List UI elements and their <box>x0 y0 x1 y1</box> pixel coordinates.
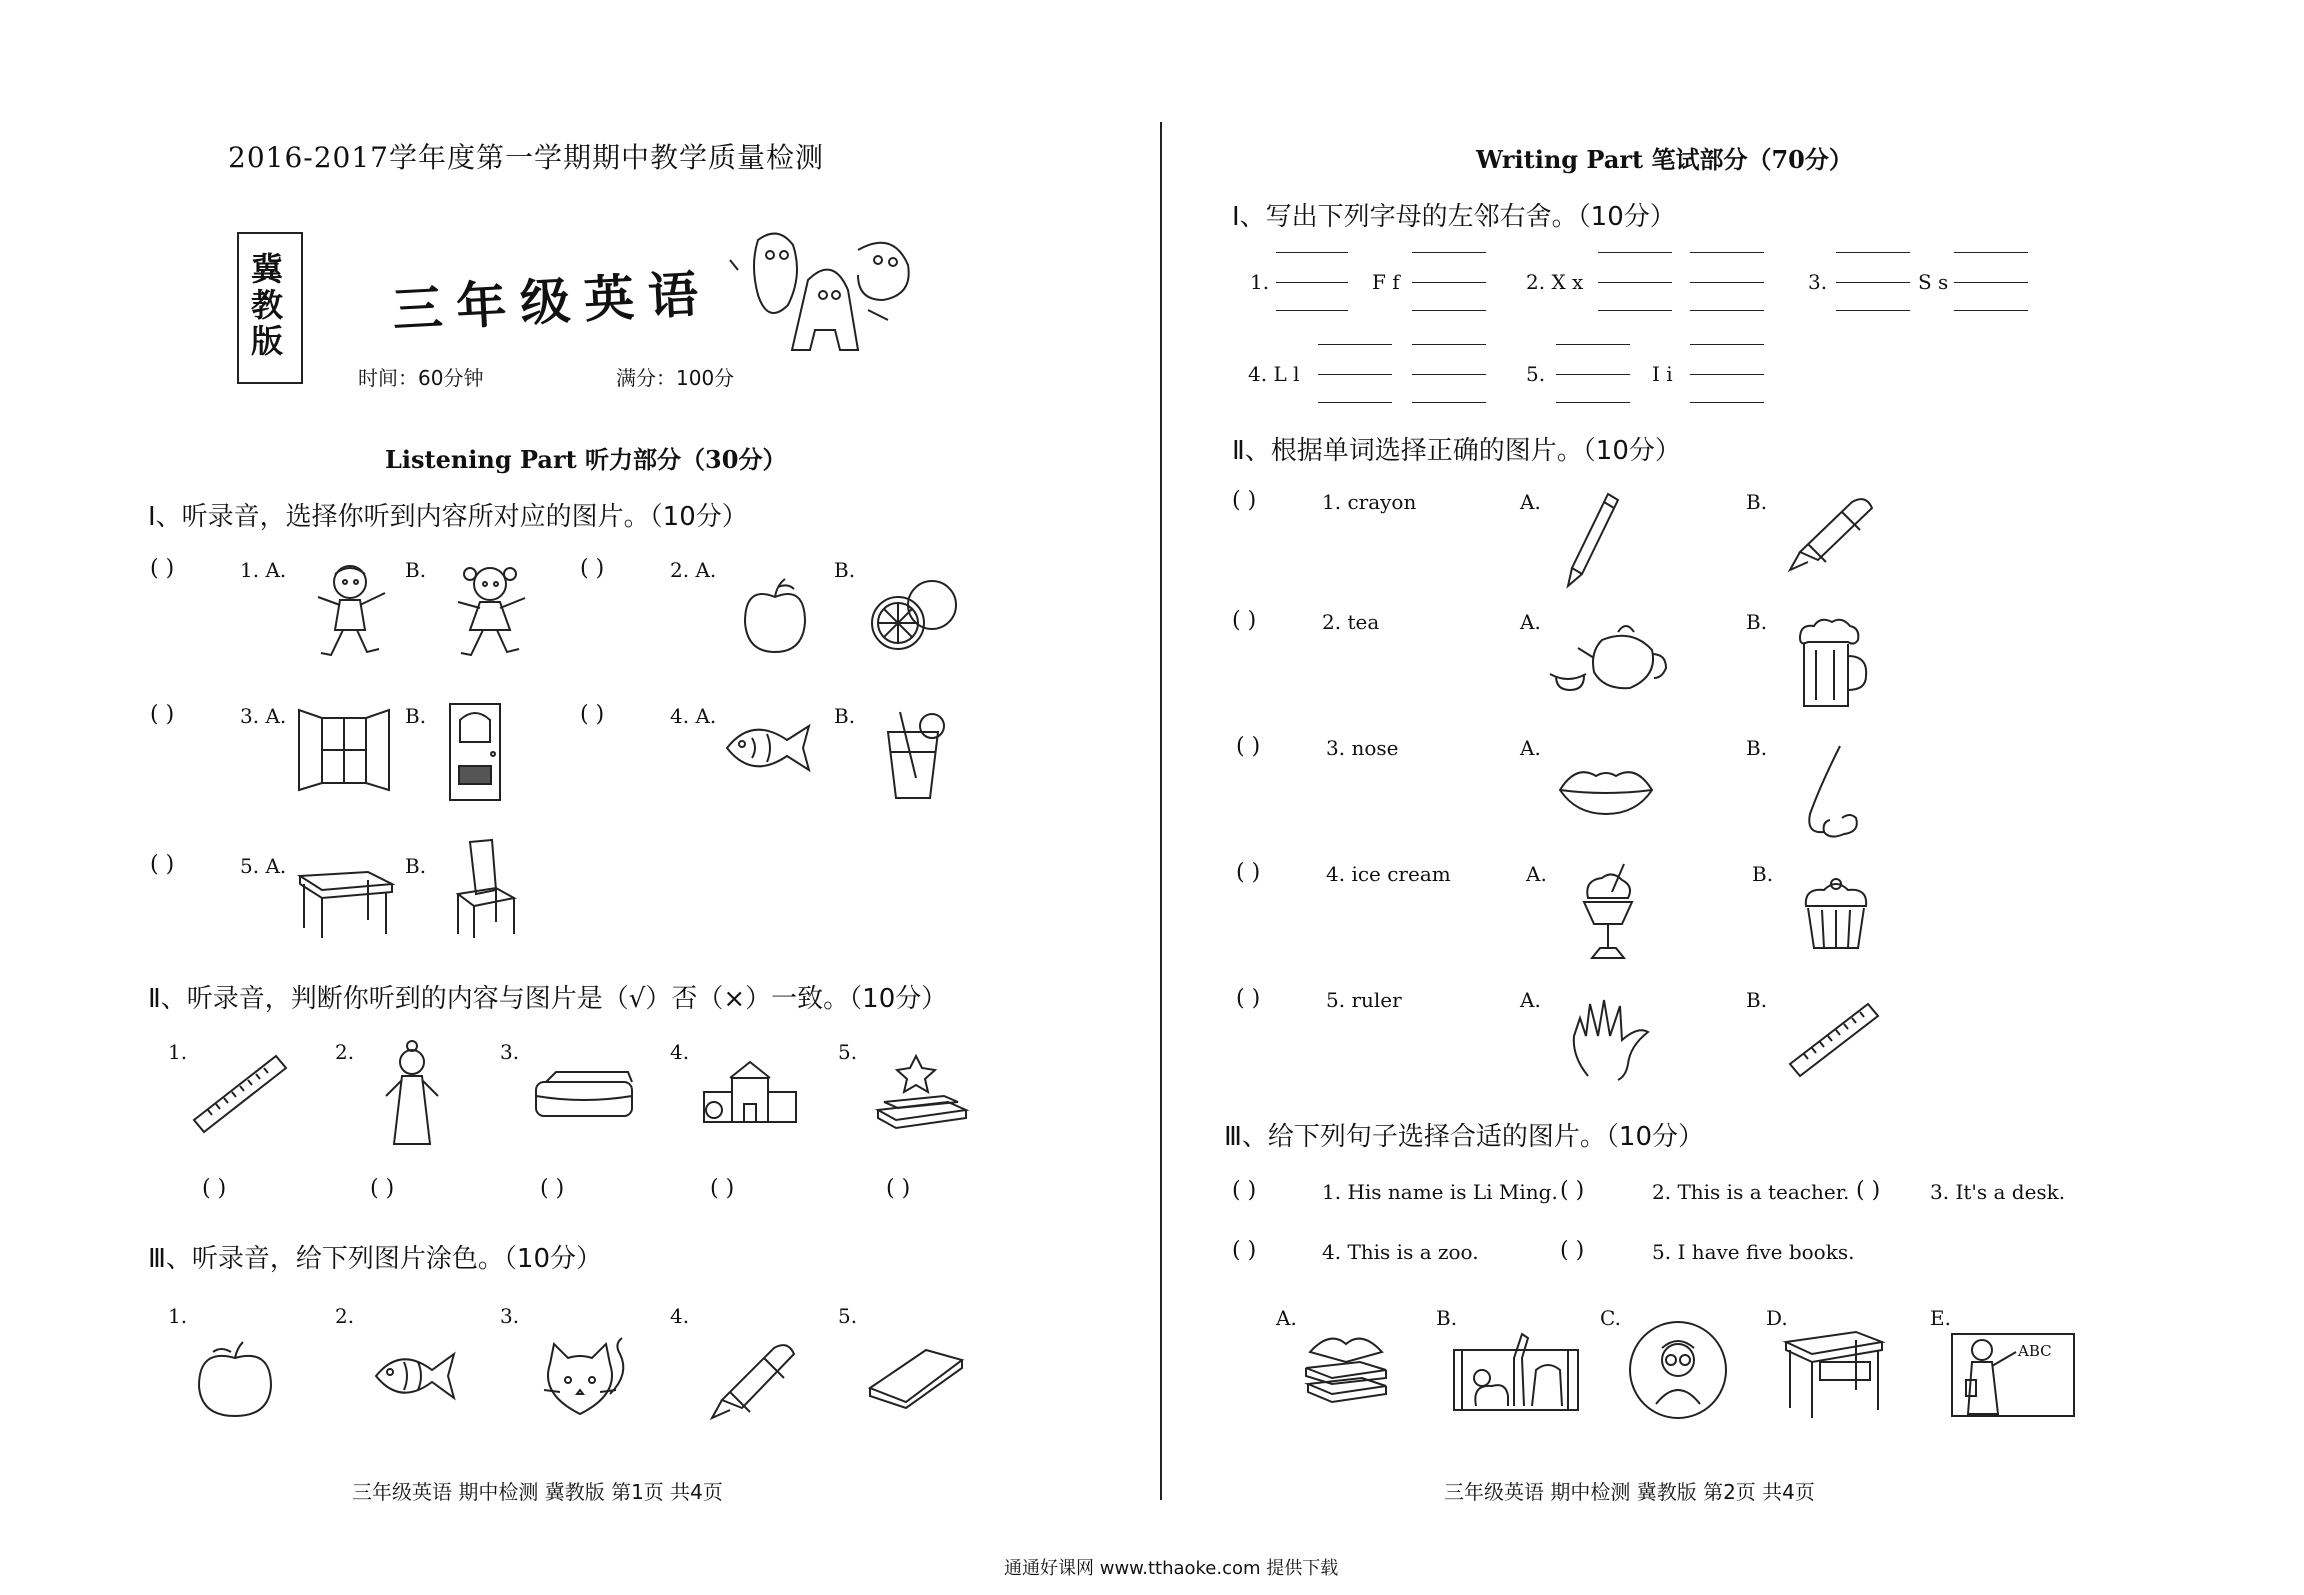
table-picture <box>298 858 394 940</box>
item-number: 1. <box>168 1040 188 1064</box>
right-section1-title: Ⅰ、写出下列字母的左邻右舍。（10分） <box>1232 202 1676 232</box>
page-divider <box>1160 122 1162 1500</box>
answer-paren[interactable]: ( ) <box>886 1176 911 1201</box>
item-number: 4. <box>670 1304 690 1328</box>
cat-picture <box>540 1334 632 1420</box>
answer-blank[interactable] <box>1836 282 1910 283</box>
left-page-footer: 三年级英语 期中检测 冀教版 第1页 共4页 <box>352 1480 723 1504</box>
letter-pair: 4. L l <box>1248 362 1300 386</box>
answer-blank[interactable] <box>1690 374 1764 375</box>
girl-doll-picture <box>380 1040 444 1148</box>
option-b-label: B. <box>1746 610 1768 634</box>
badge-text: 冀教版 <box>246 252 284 360</box>
school-picture <box>700 1058 800 1128</box>
answer-blank[interactable] <box>1598 282 1672 283</box>
option-b-label: B. <box>405 704 427 728</box>
answer-blank[interactable] <box>1412 374 1486 375</box>
right-page-footer: 三年级英语 期中检测 冀教版 第2页 共4页 <box>1444 1480 1815 1504</box>
option-label: C. <box>1600 1306 1621 1330</box>
word-item: 3. nose <box>1326 736 1399 760</box>
item-number: 3. <box>500 1040 520 1064</box>
desk-picture <box>1782 1328 1886 1420</box>
beer-mug-picture <box>1790 620 1872 712</box>
boy-portrait-picture <box>1626 1318 1730 1422</box>
sentence-item: 2. This is a teacher. <box>1652 1180 1850 1204</box>
letter-pair: 2. X x <box>1526 270 1584 294</box>
answer-paren[interactable]: ( ) <box>1232 608 1257 633</box>
letter-pair: F f <box>1372 270 1400 294</box>
window-picture <box>294 708 394 793</box>
option-b-label: B. <box>1746 736 1768 760</box>
answer-blank[interactable] <box>1318 374 1392 375</box>
nose-picture <box>1800 742 1866 842</box>
answer-blank[interactable] <box>1318 402 1392 403</box>
word-item: 5. ruler <box>1326 988 1402 1012</box>
teapot-picture <box>1546 618 1670 698</box>
fish-color-picture <box>372 1348 460 1404</box>
answer-blank[interactable] <box>1690 402 1764 403</box>
option-b-label: B. <box>1746 988 1768 1012</box>
pencil-box-picture <box>532 1068 636 1126</box>
answer-paren[interactable]: ( ) <box>1232 488 1257 513</box>
answer-paren[interactable]: ( ) <box>1236 860 1261 885</box>
left-section1-title: Ⅰ、听录音，选择你听到内容所对应的图片。（10分） <box>148 502 748 532</box>
answer-paren[interactable]: ( ) <box>150 702 175 727</box>
answer-blank[interactable] <box>1556 344 1630 345</box>
answer-paren[interactable]: ( ) <box>1232 1178 1257 1203</box>
letter-pair: I i <box>1652 362 1673 386</box>
item-label: 5. A. <box>240 854 287 878</box>
answer-blank[interactable] <box>1598 310 1672 311</box>
answer-paren[interactable]: ( ) <box>580 702 605 727</box>
item-label: 4. A. <box>670 704 717 728</box>
letter-pair: S s <box>1918 270 1949 294</box>
option-a-label: A. <box>1526 862 1547 886</box>
answer-blank[interactable] <box>1690 344 1764 345</box>
listening-part-title: Listening Part 听力部分（30分） <box>385 445 787 474</box>
letter-item-number: 3. <box>1808 270 1828 294</box>
option-b-label: B. <box>1752 862 1774 886</box>
answer-blank[interactable] <box>1954 310 2028 311</box>
answer-paren[interactable]: ( ) <box>150 852 175 877</box>
answer-blank[interactable] <box>1690 252 1764 253</box>
letter-item-number: 5. <box>1526 362 1546 386</box>
lips-picture <box>1556 760 1656 820</box>
word-item: 4. ice cream <box>1326 862 1451 886</box>
option-b-label: B. <box>1746 490 1768 514</box>
option-b-label: B. <box>834 558 856 582</box>
answer-blank[interactable] <box>1598 252 1672 253</box>
answer-paren[interactable]: ( ) <box>1560 1238 1585 1263</box>
full-score: 满分：100分 <box>616 366 735 390</box>
answer-blank[interactable] <box>1690 310 1764 311</box>
answer-blank[interactable] <box>1412 402 1486 403</box>
item-label: 2. A. <box>670 558 717 582</box>
books-stack-picture <box>1300 1322 1392 1410</box>
option-label: B. <box>1436 1306 1458 1330</box>
answer-blank[interactable] <box>1412 310 1486 311</box>
right-section2-title: Ⅱ、根据单词选择正确的图片。（10分） <box>1232 436 1681 466</box>
option-b-label: B. <box>834 704 856 728</box>
word-item: 2. tea <box>1322 610 1380 634</box>
answer-paren[interactable]: ( ) <box>1236 734 1261 759</box>
teacher-blackboard-picture <box>1950 1330 2076 1418</box>
right-section3-title: Ⅲ、给下列句子选择合适的图片。（10分） <box>1224 1122 1705 1152</box>
answer-blank[interactable] <box>1276 282 1348 283</box>
option-b-label: B. <box>405 854 427 878</box>
crayon-picture <box>1786 494 1876 576</box>
chair-picture <box>448 838 520 940</box>
sentence-item: 1. His name is Li Ming. <box>1322 1180 1558 1204</box>
sentence-item: 4. This is a zoo. <box>1322 1240 1479 1264</box>
zoo-animals-picture <box>1452 1330 1580 1412</box>
apple-color-picture <box>195 1340 275 1418</box>
ruler-picture <box>190 1050 290 1140</box>
cartoon-letters-illustration <box>728 220 918 370</box>
boy-running-picture <box>305 560 395 665</box>
option-label: D. <box>1766 1306 1788 1330</box>
blackboard-text: ABC <box>2018 1342 2052 1360</box>
answer-paren[interactable]: ( ) <box>540 1176 565 1201</box>
sentence-item: 3. It's a desk. <box>1930 1180 2066 1204</box>
answer-blank[interactable] <box>1954 282 2028 283</box>
orange-picture <box>868 575 960 655</box>
books-star-picture <box>868 1052 972 1136</box>
option-a-label: A. <box>1520 736 1541 760</box>
answer-blank[interactable] <box>1836 252 1910 253</box>
answer-blank[interactable] <box>1556 374 1630 375</box>
writing-part-title: Writing Part 笔试部分（70分） <box>1476 145 1853 174</box>
item-number: 2. <box>335 1304 355 1328</box>
cupcake-picture <box>1800 876 1872 952</box>
answer-paren[interactable]: ( ) <box>580 556 605 581</box>
left-section2-title: Ⅱ、听录音，判断你听到的内容与图片是（√）否（×）一致。（10分） <box>148 984 948 1014</box>
watermark-text: 通通好课网 www.tthaoke.com 提供下载 <box>1004 1558 1339 1579</box>
answer-paren[interactable]: ( ) <box>1232 1238 1257 1263</box>
answer-blank[interactable] <box>1412 282 1486 283</box>
pencil-picture <box>1566 490 1622 590</box>
item-number: 4. <box>670 1040 690 1064</box>
left-section3-title: Ⅲ、听录音，给下列图片涂色。（10分） <box>148 1244 603 1274</box>
ruler-picture <box>1786 1000 1882 1080</box>
hand-picture <box>1568 996 1658 1082</box>
item-number: 1. <box>168 1304 188 1328</box>
answer-paren[interactable]: ( ) <box>1560 1178 1585 1203</box>
ice-cream-picture <box>1572 862 1644 962</box>
answer-blank[interactable] <box>1276 252 1348 253</box>
answer-blank[interactable] <box>1412 344 1486 345</box>
answer-paren[interactable]: ( ) <box>370 1176 395 1201</box>
option-b-label: B. <box>405 558 427 582</box>
item-label: 3. A. <box>240 704 287 728</box>
word-item: 1. crayon <box>1322 490 1417 514</box>
juice-glass-picture <box>880 708 950 802</box>
exam-title: 2016-2017学年度第一学期期中教学质量检测 <box>228 141 824 174</box>
option-label: E. <box>1930 1306 1951 1330</box>
item-label: 1. A. <box>240 558 287 582</box>
sentence-item: 5. I have five books. <box>1652 1240 1855 1264</box>
answer-blank[interactable] <box>1412 252 1486 253</box>
item-number: 5. <box>838 1040 858 1064</box>
option-a-label: A. <box>1520 610 1541 634</box>
letter-item-number: 1. <box>1250 270 1270 294</box>
answer-paren[interactable]: ( ) <box>1236 986 1261 1011</box>
crayon-color-picture <box>708 1340 800 1422</box>
exam-time: 时间：60分钟 <box>358 366 484 390</box>
answer-blank[interactable] <box>1276 310 1348 311</box>
answer-blank[interactable] <box>1836 310 1910 311</box>
answer-blank[interactable] <box>1954 252 2028 253</box>
answer-blank[interactable] <box>1318 344 1392 345</box>
girl-running-picture <box>445 560 535 665</box>
answer-blank[interactable] <box>1690 282 1764 283</box>
option-a-label: A. <box>1520 490 1541 514</box>
answer-paren[interactable]: ( ) <box>150 556 175 581</box>
answer-paren[interactable]: ( ) <box>1856 1178 1881 1203</box>
answer-paren[interactable]: ( ) <box>202 1176 227 1201</box>
answer-blank[interactable] <box>1556 402 1630 403</box>
option-label: A. <box>1276 1306 1297 1330</box>
item-number: 5. <box>838 1304 858 1328</box>
item-number: 3. <box>500 1304 520 1328</box>
item-number: 2. <box>335 1040 355 1064</box>
fish-picture <box>722 718 814 778</box>
book-color-picture <box>866 1346 966 1408</box>
door-picture <box>445 702 505 802</box>
option-a-label: A. <box>1520 988 1541 1012</box>
subject-title: 三年级英语 <box>390 264 714 340</box>
apple-picture <box>740 575 810 655</box>
answer-paren[interactable]: ( ) <box>710 1176 735 1201</box>
